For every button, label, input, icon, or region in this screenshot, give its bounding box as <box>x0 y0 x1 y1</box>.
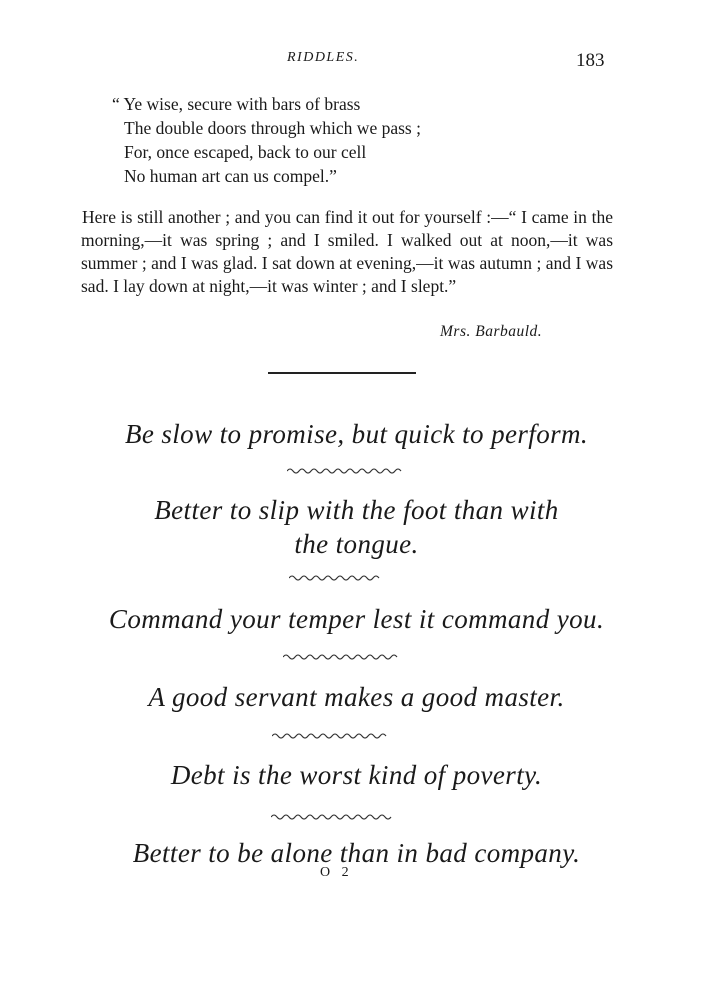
verse-line: For, once escaped, back to our cell <box>124 142 367 162</box>
verse-line: No human art can us compel.” <box>124 166 337 186</box>
maxim: Better to be alone than in bad company. <box>132 838 581 868</box>
running-title: RIDDLES. <box>287 50 360 65</box>
riddle-verse <box>112 92 421 188</box>
verse-line: The double doors through which we pass ; <box>124 118 421 138</box>
wavy-ornament <box>271 812 397 822</box>
riddle-paragraph: Here is still another ; and you can find it out for yourself :—“ I came in the morning,—it was spring ; and I smiled. I walked out at noon,—it was summer ; and I was glad. I sat down at evening,—it was autumn ; and I was sad. I lay down at night,—it was winter ; and I slept.” <box>81 207 613 296</box>
section-divider <box>268 372 416 374</box>
running-head <box>0 50 713 74</box>
maxim: A good servant makes a good master. <box>148 682 565 712</box>
wavy-ornament <box>289 573 385 583</box>
maxim: Be slow to promise, but quick to perform. <box>124 419 589 449</box>
maxim: Better to slip with the foot than with <box>154 495 559 525</box>
attribution: Mrs. Barbauld. <box>440 323 543 340</box>
maxim: Command your temper lest it command you. <box>108 604 605 634</box>
verse-line: “ Ye wise, secure with bars of brass <box>112 94 361 114</box>
wavy-ornament <box>283 652 403 662</box>
maxim: the tongue. <box>294 529 419 559</box>
wavy-ornament <box>272 731 392 741</box>
wavy-ornament <box>287 466 405 476</box>
page-number: 183 <box>576 50 605 71</box>
maxim: Debt is the worst kind of poverty. <box>170 760 543 790</box>
signature-mark: O 2 <box>320 865 353 880</box>
